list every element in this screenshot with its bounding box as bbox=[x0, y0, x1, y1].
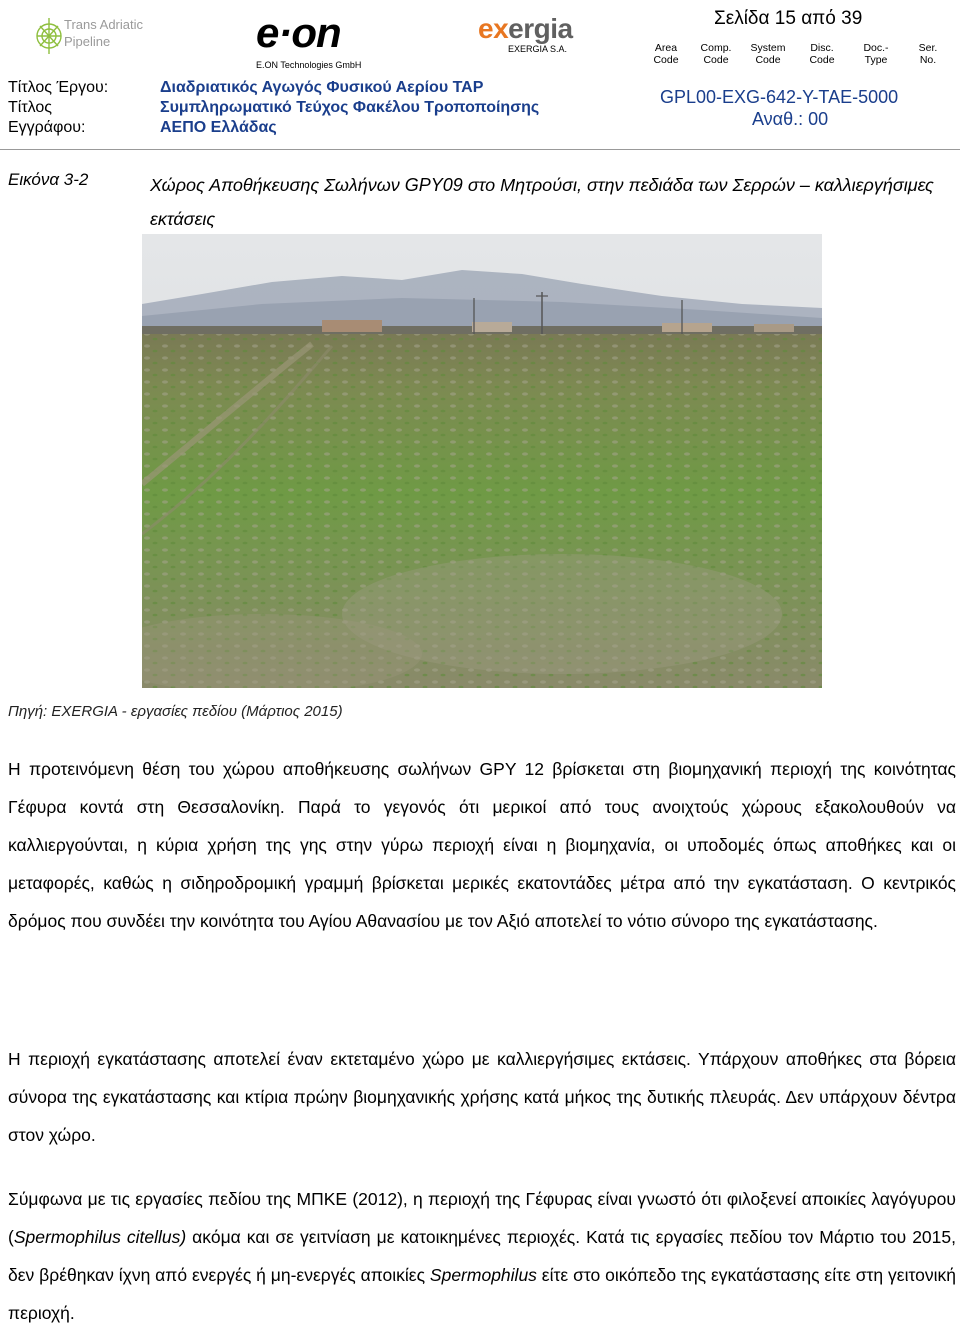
doc-label-1: Τίτλος bbox=[8, 99, 53, 116]
exergia-subtitle: EXERGIA S.A. bbox=[508, 44, 568, 54]
code-columns bbox=[640, 42, 960, 68]
document-code: GPL00-EXG-642-Y-TAE-5000 bbox=[660, 87, 899, 107]
paragraph-3-part-c: είτε στο οικόπεδο της εγκατάστασης είτε στη γειτονική περιοχή. bbox=[8, 1265, 956, 1323]
paragraph-2: Η περιοχή εγκατάστασης αποτελεί έναν εκτεταμένο χώρο με καλλιεργήσιμες εκτάσεις. Υπάρχουν αποθήκες στα βόρεια σύνορα της εγκατάστασης και κτίρια πρώην βιομηχανικής χρήσης κατά μήκος της δυτικής πλευράς. Δεν υπάρχουν δέντρα στον χώρο. bbox=[8, 1049, 956, 1145]
figure-caption: Χώρος Αποθήκευσης Σωλήνων GPY09 στο Μητρούσι, στην πεδιάδα των Σερρών – καλλιεργήσιμες εκτάσεις bbox=[150, 175, 934, 229]
doc-label-2: Εγγράφου: bbox=[8, 119, 86, 136]
code-col-comp: Comp. Code bbox=[700, 42, 732, 66]
eon-subtitle: E.ON Technologies GmbH bbox=[256, 60, 362, 70]
header-labels bbox=[8, 78, 108, 138]
code-col-disc: Disc. Code bbox=[809, 42, 835, 66]
paragraph-3 bbox=[8, 1180, 956, 1332]
header-titles bbox=[160, 78, 539, 138]
page-number-box bbox=[640, 0, 960, 40]
document-header bbox=[0, 0, 960, 150]
exergia-logo bbox=[478, 14, 573, 54]
tap-logo bbox=[34, 12, 184, 64]
field-photo-illustration bbox=[142, 234, 822, 688]
eon-logo bbox=[256, 9, 362, 70]
tap-logo-text: Trans Adriatic Pipeline bbox=[64, 17, 143, 49]
paragraph-3-part-a: Σύμφωνα με τις εργασίες πεδίου της ΜΠΚΕ (2012), η περιοχή της Γέφυρας είναι γνωστό ότι φιλοξενεί αποικίες λαγόγυρου ( bbox=[8, 1189, 956, 1247]
code-col-area: Area Code bbox=[653, 42, 679, 66]
code-col-system: System Code bbox=[750, 42, 786, 66]
paragraph-3-part-b: ακόμα και σε γειτνίαση με κατοικημένες περιοχές. Κατά τις εργασίες πεδίου τον Μάρτιο του 2015, δεν βρέθηκαν ίχνη από ενεργές ή μη-ενεργές αποικίες bbox=[8, 1227, 956, 1285]
species-name: Spermophilus citellus) bbox=[13, 1227, 187, 1247]
project-title: Διαδριατικός Αγωγός Φυσικού Αερίου TAP bbox=[160, 79, 484, 96]
revision-number: Αναθ.: 00 bbox=[752, 109, 829, 129]
project-label: Τίτλος Έργου: bbox=[8, 79, 109, 96]
exergia-wordmark: exergia bbox=[478, 13, 573, 44]
doc-title-1: Συμπληρωματικό Τεύχος Φακέλου Τροποποίησης bbox=[160, 99, 540, 116]
tap-star-icon bbox=[34, 12, 64, 60]
code-col-ser-no: Ser. No. bbox=[918, 42, 938, 66]
header-divider bbox=[0, 149, 960, 150]
doc-title-2: ΑΕΠΟ Ελλάδας bbox=[160, 119, 277, 136]
page-number: Σελίδα 15 από 39 bbox=[714, 8, 863, 29]
figure-number: Εικόνα 3-2 bbox=[8, 170, 89, 189]
figure-source: Πηγή: EXERGIA - εργασίες πεδίου (Μάρτιος 2015) bbox=[8, 703, 343, 720]
paragraph-1: Η προτεινόμενη θέση του χώρου αποθήκευσης σωλήνων GPY 12 βρίσκεται στη βιομηχανική περιοχή της κοινότητας Γέφυρα κοντά στη Θεσσαλονίκη. Παρά το γεγονός ότι μερικοί από τους ανοιχτούς χώρους εξακολουθούν να καλλιεργούνται, η κύρια χρήση της γης στην γύρω περιοχή είναι η βιομηχανία, οι υποδομές όπως αποθήκες και οι μεταφορές, καθώς η σιδηροδρομική γραμμή βρίσκεται μερικές εκατοντάδες μέτρα από την εγκατάσταση. Ο κεντρικός δρόμος που συνδέει την κοινότητα του Αγίου Αθανασίου με τον Αξιό αποτελεί το νότιο σύνορο της εγκατάστασης. bbox=[8, 759, 956, 931]
genus-name: Spermophilus bbox=[429, 1265, 537, 1285]
code-col-doc-type: Doc.- Type bbox=[863, 42, 889, 66]
logo-row bbox=[0, 0, 640, 70]
field-photo bbox=[142, 234, 822, 688]
eon-wordmark: e·on bbox=[256, 9, 341, 56]
